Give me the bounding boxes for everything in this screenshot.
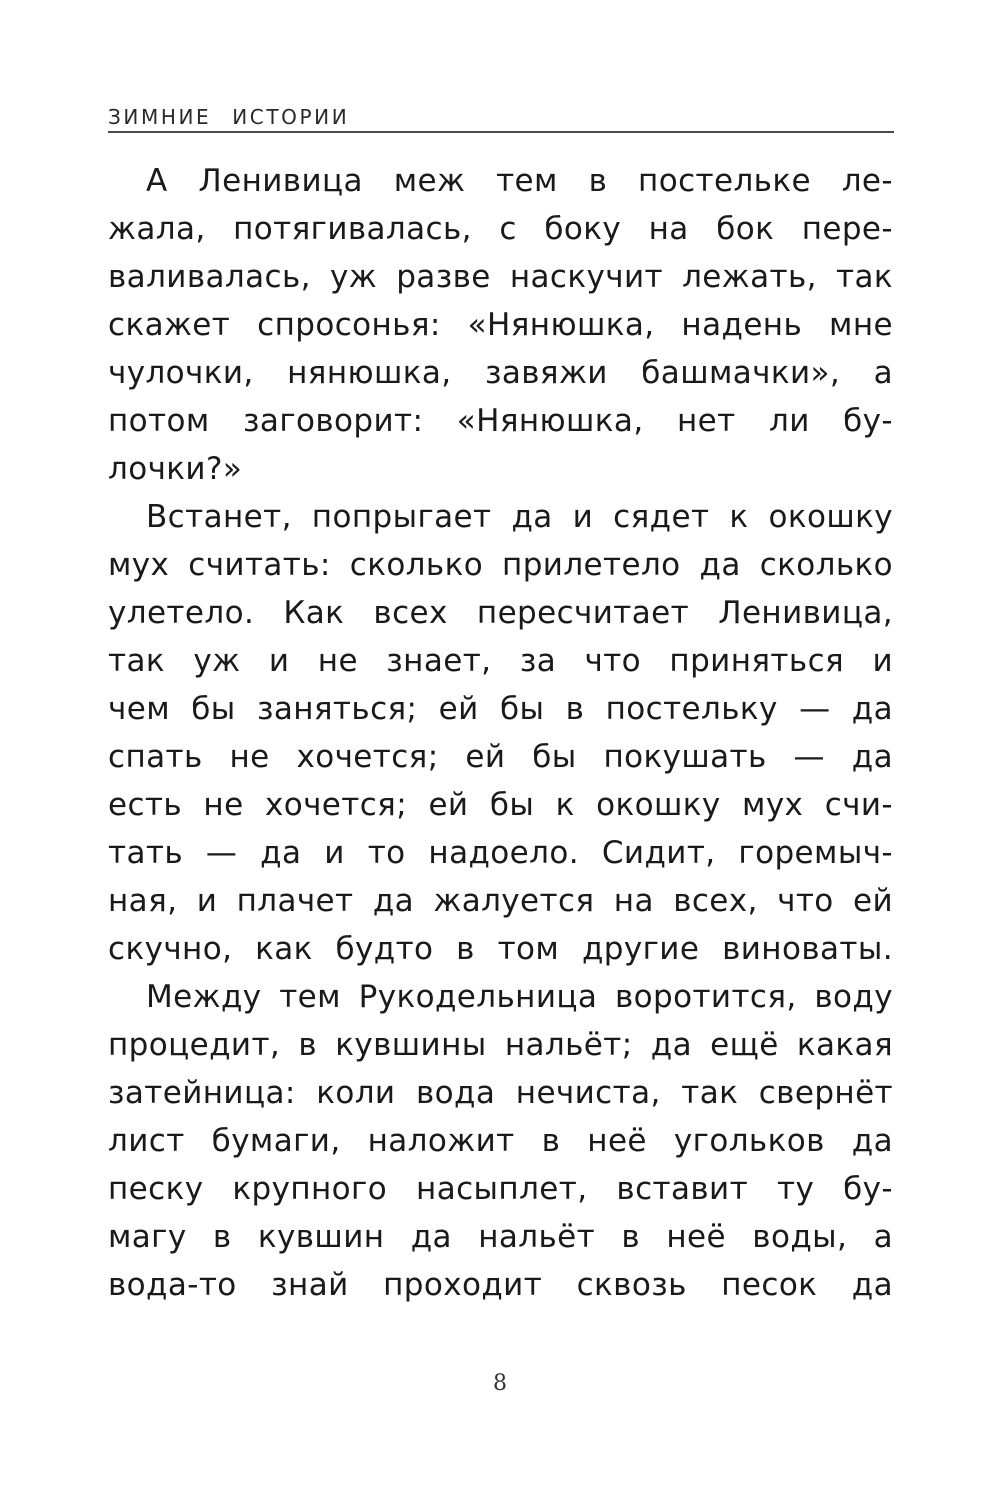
text-line: валивалась, уж разве наскучит лежать, так [108,259,893,295]
body-text [108,157,893,1309]
text-line: так уж и не знает, за что приняться и [108,643,893,679]
text-line: Между тем Рукодельница воротится, воду [146,979,893,1015]
header-rule [108,131,894,133]
text-line: А Ленивица меж тем в постельке ле- [146,163,893,199]
text-line: жала, потягивалась, с боку на бок пере- [108,211,893,247]
text-line: вода-то знай проходит сквозь песок да [108,1267,893,1303]
running-head: ЗИМНИЕ ИСТОРИИ [108,105,350,129]
text-line: скажет спросонья: «Нянюшка, надень мне [108,307,893,343]
text-line: процедит, в кувшины нальёт; да ещё какая [108,1027,893,1063]
text-line: лочки?» [108,451,243,487]
text-line: песку крупного насыплет, вставит ту бу- [108,1171,893,1207]
text-line: потом заговорит: «Нянюшка, нет ли бу- [108,403,893,439]
text-line: лист бумаги, наложит в неё угольков да [108,1123,893,1159]
text-line: чем бы заняться; ей бы в постельку — да [108,691,893,727]
text-line: скучно, как будто в том другие виноваты. [108,931,893,967]
text-line: Встанет, попрыгает да и сядет к окошку [146,499,893,535]
text-line: улетело. Как всех пересчитает Ленивица, [108,595,893,631]
text-line: тать — да и то надоело. Сидит, горемыч- [108,835,893,871]
text-line: спать не хочется; ей бы покушать — да [108,739,893,775]
text-line: ная, и плачет да жалуется на всех, что ей [108,883,893,919]
text-line: есть не хочется; ей бы к окошку мух счи- [108,787,893,823]
text-line: затейница: коли вода нечиста, так свернёт [108,1075,893,1111]
text-line: мух считать: сколько прилетело да сколько [108,547,893,583]
page-number: 8 [493,1371,507,1396]
text-line: магу в кувшин да нальёт в неё воды, а [108,1219,893,1255]
text-line: чулочки, нянюшка, завяжи башмачки», а [108,355,893,391]
